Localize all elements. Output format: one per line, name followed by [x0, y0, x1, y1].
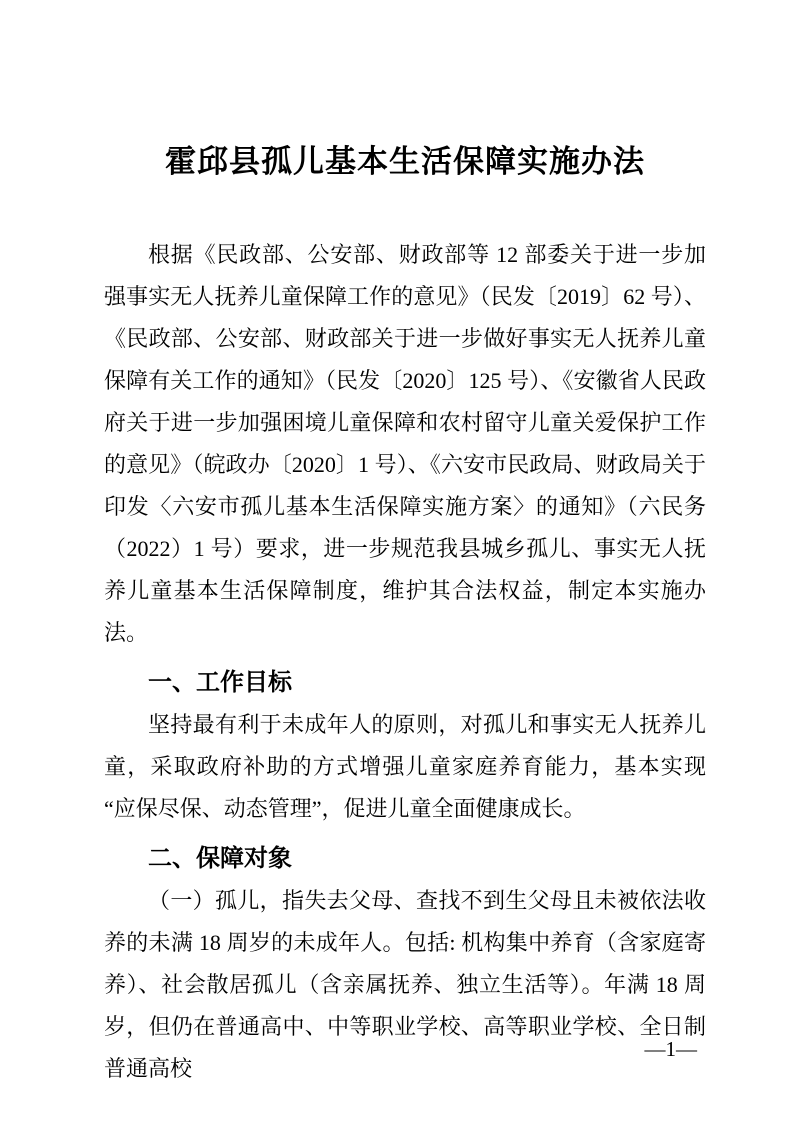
document-title: 霍邱县孤儿基本生活保障实施办法 — [165, 144, 645, 179]
section-heading-work-goals: 一、工作目标 — [148, 669, 292, 696]
intro-paragraph: 根据《民政部、公安部、财政部等 12 部委关于进一步加强事实无人抚养儿童保障工作的意见》（民发〔2019〕62 号）、《民政部、公安部、财政部关于进一步做好事实无人抚养儿童保障有关工作的通知》（民发〔2020〕125 号）、《安徽省人民政府关于进一步加强困境儿童保障和农村留守儿童关爱保护工作的意见》（皖政办〔2020〕1 号）、《六安市民政局、财政局关于印发〈六安市孤儿基本生活保障实施方案〉的通知》（六民务（2022）1 号）要求，进一步规范我县城乡孤儿、事实无人抚养儿童基本生活保障制度，维护其合法权益，制定本实施办法。 — [104, 242, 706, 645]
section-paragraph-protection-targets: （一）孤儿，指失去父母、查找不到生父母且未被依法收养的未满 18 周岁的未成年人。包括: 机构集中养育（含家庭寄养）、社会散居孤儿（含亲属抚养、独立生活等）。年满 18 周岁，但仍在普通高中、中等职业学校、高等职业学校、全日制普通高校 — [104, 888, 706, 1081]
section-paragraph-work-goals: 坚持最有利于未成年人的原则，对孤儿和事实无人抚养儿童，采取政府补助的方式增强儿童家庭养育能力，基本实现“应保尽保、动态管理”，促进儿童全面健康成长。 — [104, 712, 706, 821]
section-heading-protection-targets: 二、保障对象 — [148, 845, 292, 872]
page-number: —1— — [644, 1037, 697, 1061]
